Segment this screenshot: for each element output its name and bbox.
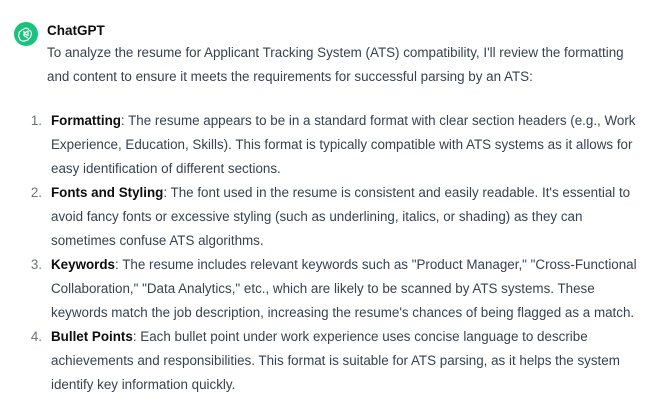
- list-item: [30, 109, 639, 181]
- list-item-term: Keywords: [51, 257, 115, 272]
- list-item-text: : The font used in the resume is consistent and easily readable. It's essential to avoid fancy fonts or excessive styling (such as underlining, italics, or shading) as they can sometimes confuse ATS algorithms.: [51, 185, 631, 248]
- message-content: [30, 41, 639, 397]
- list-number: 3.: [30, 257, 42, 272]
- author-name: ChatGPT: [47, 23, 105, 38]
- list-item: [30, 181, 639, 253]
- list-item-term: Bullet Points: [51, 329, 133, 344]
- list-number: 4.: [30, 329, 42, 344]
- list-item-text: : The resume includes relevant keywords such as "Product Manager," "Cross-Functional Collaboration," "Data Analytics," etc., which are likely to be scanned by ATS systems. These keywords match the job description, increasing the resume's chances of being flagged as a match.: [51, 257, 637, 320]
- analysis-list: [30, 109, 639, 397]
- list-item: [30, 253, 639, 325]
- list-item-text: : Each bullet point under work experience uses concise language to describe achievements and responsibilities. This format is suitable for ATS parsing, as it helps the system identify key information quickly.: [51, 329, 620, 392]
- intro-paragraph: To analyze the resume for Applicant Tracking System (ATS) compatibility, I'll review the formatting and content to ensure it meets the requirements for successful parsing by an ATS:: [47, 45, 624, 84]
- list-item-text: : The resume appears to be in a standard format with clear section headers (e.g., Work Experience, Education, Skills). This format is typically compatible with ATS systems as it allows for easy identification of different sections.: [51, 113, 636, 176]
- list-item-term: Formatting: [51, 113, 121, 128]
- list-item-term: Fonts and Styling: [51, 185, 164, 200]
- openai-logo-icon: [14, 22, 38, 46]
- list-number: 1.: [30, 113, 42, 128]
- list-number: 2.: [30, 185, 42, 200]
- list-item: [30, 325, 639, 397]
